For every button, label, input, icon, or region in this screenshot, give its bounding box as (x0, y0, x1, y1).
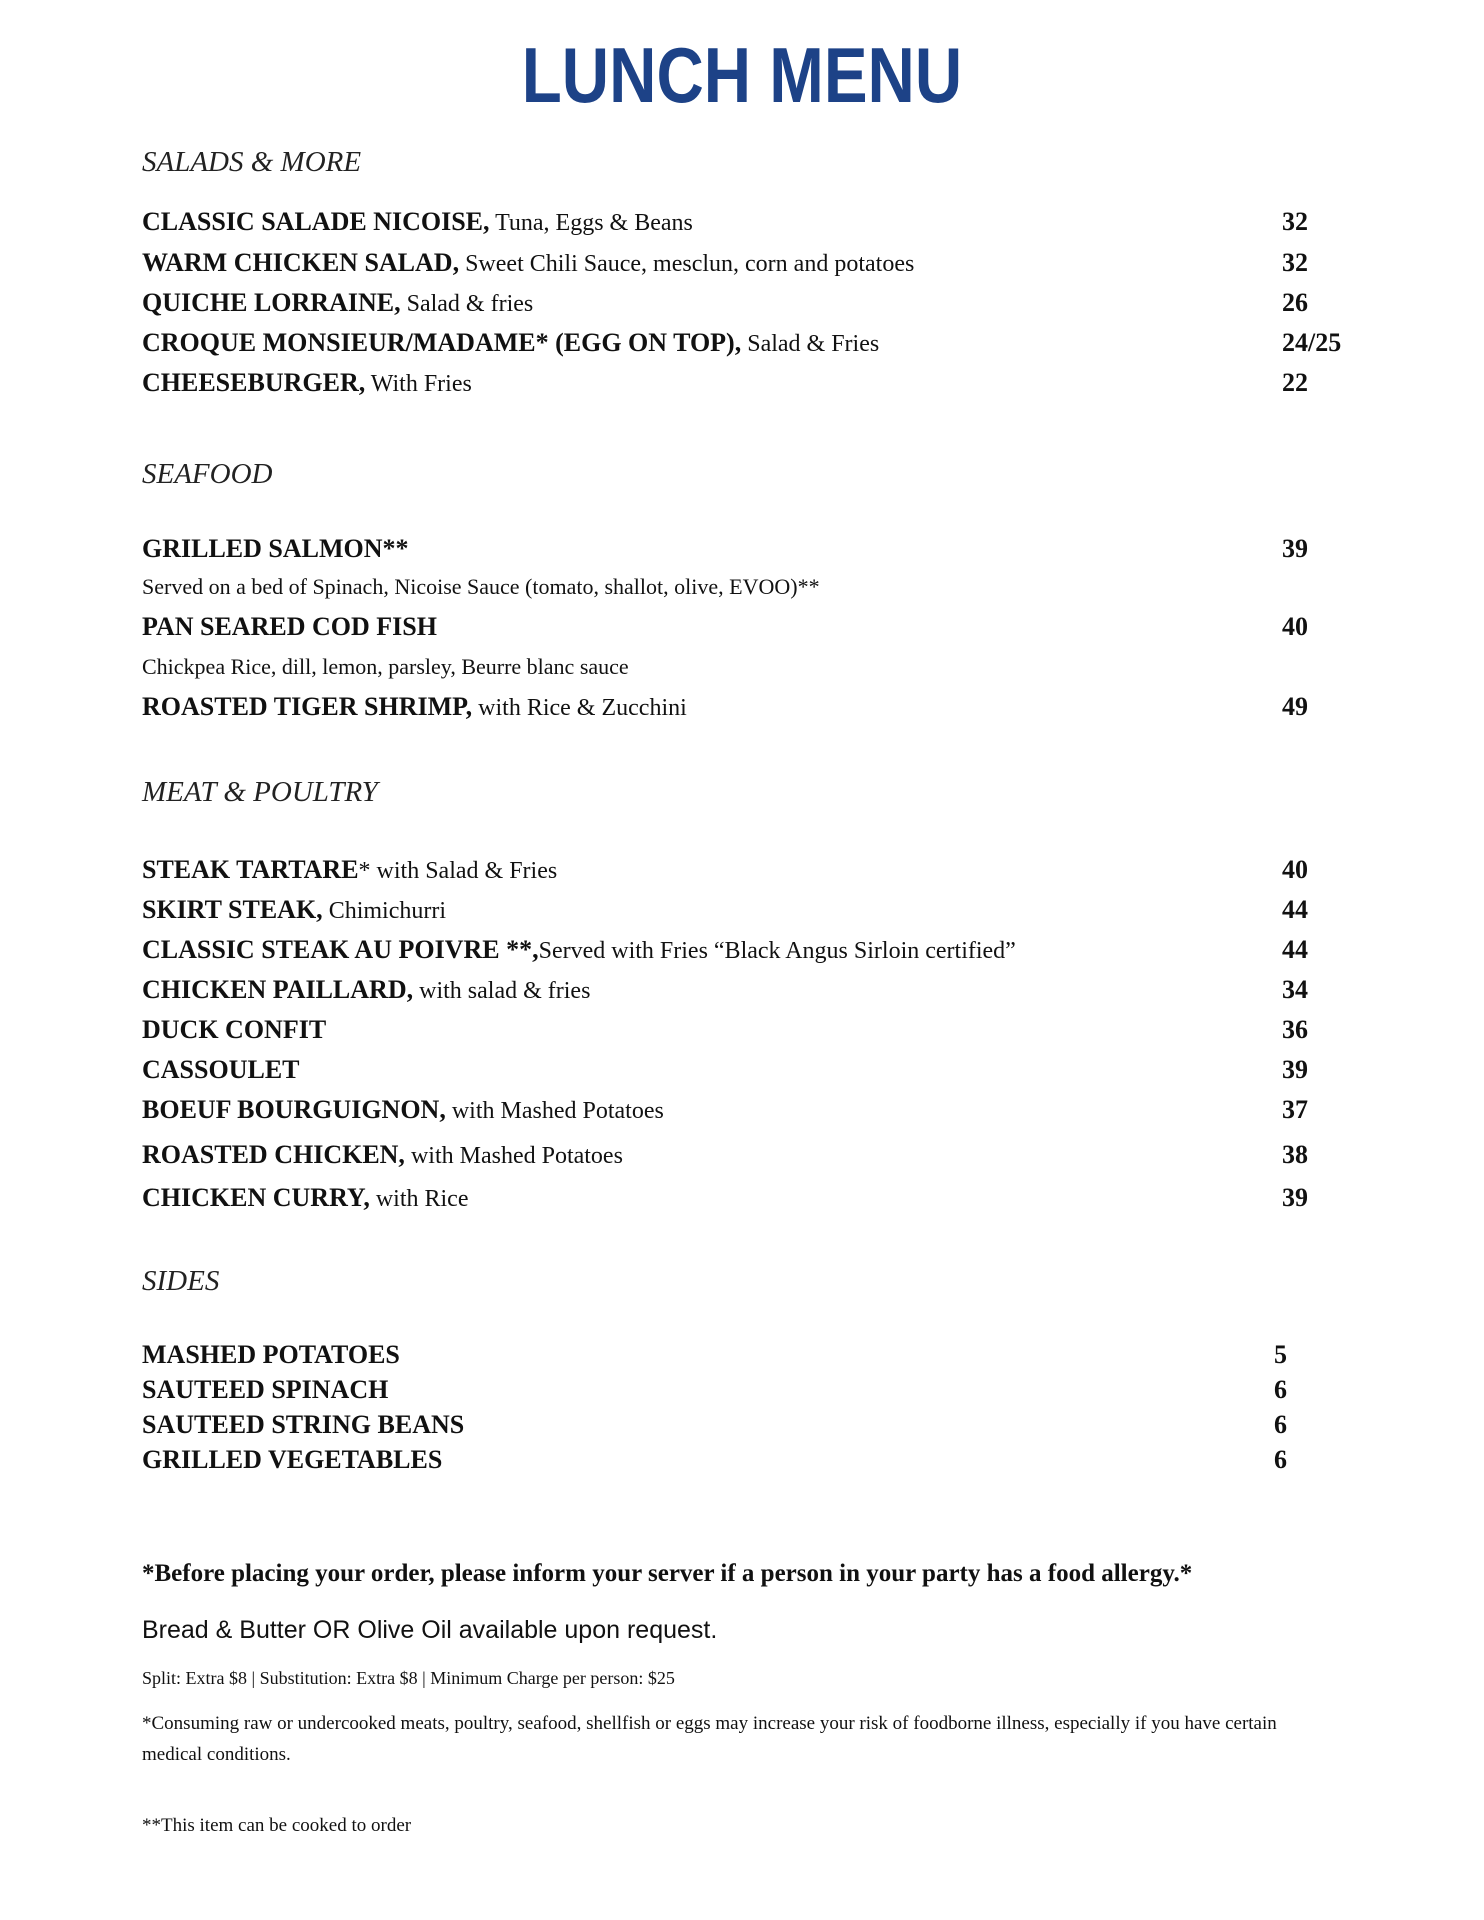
menu-item (142, 895, 1352, 925)
item-price: 26 (1282, 288, 1308, 317)
item-name: DUCK CONFIT (142, 1015, 327, 1044)
item-price: 44 (1282, 895, 1308, 924)
item-name: CASSOULET (142, 1055, 300, 1084)
item-price: 6 (1274, 1445, 1287, 1474)
item-price: 39 (1282, 1183, 1308, 1212)
item-name: CHICKEN CURRY, (142, 1183, 370, 1212)
item-desc: * with Salad & Fries (358, 858, 558, 884)
menu-item (142, 1140, 1352, 1170)
section-heading-seafood: SEAFOOD (142, 458, 273, 490)
menu-item (142, 1375, 1352, 1405)
item-desc: Tuna, Eggs & Beans (489, 210, 693, 236)
menu-item (142, 288, 1352, 318)
menu-item (142, 534, 1352, 564)
item-name: STEAK TARTARE (142, 855, 359, 884)
item-name: SAUTEED STRING BEANS (142, 1410, 465, 1439)
menu-item (142, 1445, 1352, 1475)
menu-item (142, 855, 1352, 885)
item-desc: Salad & Fries (741, 331, 880, 357)
consumption-warning-line: *Consuming raw or undercooked meats, poultry, seafood, shellfish or eggs may increase your risk of foodborne illness, especially if you have certain (142, 1713, 1277, 1734)
item-price: 32 (1282, 207, 1308, 236)
item-desc: with salad & fries (413, 978, 591, 1004)
item-desc: with Rice & Zucchini (472, 695, 687, 721)
item-price: 36 (1282, 1015, 1308, 1044)
menu-item (142, 1095, 1352, 1125)
item-description: Chickpea Rice, dill, lemon, parsley, Beurre blanc sauce (142, 654, 629, 679)
item-name: PAN SEARED COD FISH (142, 612, 437, 641)
item-price: 32 (1282, 248, 1308, 277)
item-desc: Served with Fries “Black Angus Sirloin certified” (538, 938, 1016, 964)
menu-item (142, 368, 1352, 398)
item-desc: Sweet Chili Sauce, mesclun, corn and potatoes (459, 251, 915, 277)
item-price: 22 (1282, 368, 1308, 397)
item-name: CHEESEBURGER, (142, 368, 366, 397)
item-price: 6 (1274, 1375, 1287, 1404)
item-desc: Salad & fries (400, 291, 534, 317)
menu-item (142, 975, 1352, 1005)
item-price: 40 (1282, 855, 1308, 884)
item-name: ROASTED CHICKEN, (142, 1140, 405, 1169)
item-name: WARM CHICKEN SALAD, (142, 248, 460, 277)
menu-item (142, 207, 1352, 237)
item-name: GRILLED VEGETABLES (142, 1445, 443, 1474)
menu-item (142, 1183, 1352, 1213)
allergy-notice: *Before placing your order, please inform your server if a person in your party has a food allergy.* (142, 1560, 1193, 1587)
item-desc: with Mashed Potatoes (445, 1098, 664, 1124)
item-price: 37 (1282, 1095, 1308, 1124)
item-price: 24/25 (1282, 328, 1342, 357)
item-price: 39 (1282, 1055, 1308, 1084)
item-desc: With Fries (365, 371, 472, 397)
page-title: LUNCH MENU (521, 31, 963, 119)
consumption-warning (142, 1708, 1342, 1770)
section-heading-sides: SIDES (142, 1265, 220, 1297)
section-heading-salads: SALADS & MORE (142, 146, 362, 178)
item-name: QUICHE LORRAINE, (142, 288, 401, 317)
item-price: 40 (1282, 612, 1308, 641)
menu-item (142, 1410, 1352, 1440)
split-charges: Split: Extra $8 | Substitution: Extra $8 | Minimum Charge per person: $25 (142, 1668, 675, 1688)
item-desc: with Mashed Potatoes (404, 1143, 623, 1169)
item-name: CLASSIC SALADE NICOISE, (142, 207, 490, 236)
item-name: MASHED POTATOES (142, 1340, 400, 1369)
bread-notice: Bread & Butter OR Olive Oil available upon request. (142, 1616, 718, 1644)
section-heading-meat: MEAT & POULTRY (142, 776, 378, 808)
menu-item (142, 248, 1352, 278)
item-price: 49 (1282, 692, 1308, 721)
menu-item (142, 612, 1352, 642)
item-name: SAUTEED SPINACH (142, 1375, 389, 1404)
menu-item (142, 692, 1352, 722)
consumption-warning-line: medical conditions. (142, 1744, 291, 1765)
item-desc: Chimichurri (322, 898, 447, 924)
menu-item (142, 328, 1352, 358)
menu-item (142, 935, 1352, 965)
item-description: Served on a bed of Spinach, Nicoise Sauce (tomato, shallot, olive, EVOO)** (142, 574, 820, 599)
item-name: CHICKEN PAILLARD, (142, 975, 414, 1004)
item-name: GRILLED SALMON** (142, 534, 409, 563)
item-name: CROQUE MONSIEUR/MADAME* (EGG ON TOP), (142, 328, 742, 357)
item-name: SKIRT STEAK, (142, 895, 323, 924)
item-price: 6 (1274, 1410, 1287, 1439)
menu-item (142, 1055, 1352, 1085)
item-name: CLASSIC STEAK AU POIVRE **, (142, 935, 539, 964)
menu-item (142, 1340, 1352, 1370)
item-name: BOEUF BOURGUIGNON, (142, 1095, 446, 1124)
cooked-to-order-note: **This item can be cooked to order (142, 1815, 412, 1836)
item-price: 38 (1282, 1140, 1308, 1169)
item-desc: with Rice (369, 1186, 469, 1212)
item-name: ROASTED TIGER SHRIMP, (142, 692, 473, 721)
menu-item (142, 1015, 1352, 1045)
item-price: 5 (1274, 1340, 1287, 1369)
item-price: 34 (1282, 975, 1308, 1004)
item-price: 39 (1282, 534, 1308, 563)
item-price: 44 (1282, 935, 1308, 964)
